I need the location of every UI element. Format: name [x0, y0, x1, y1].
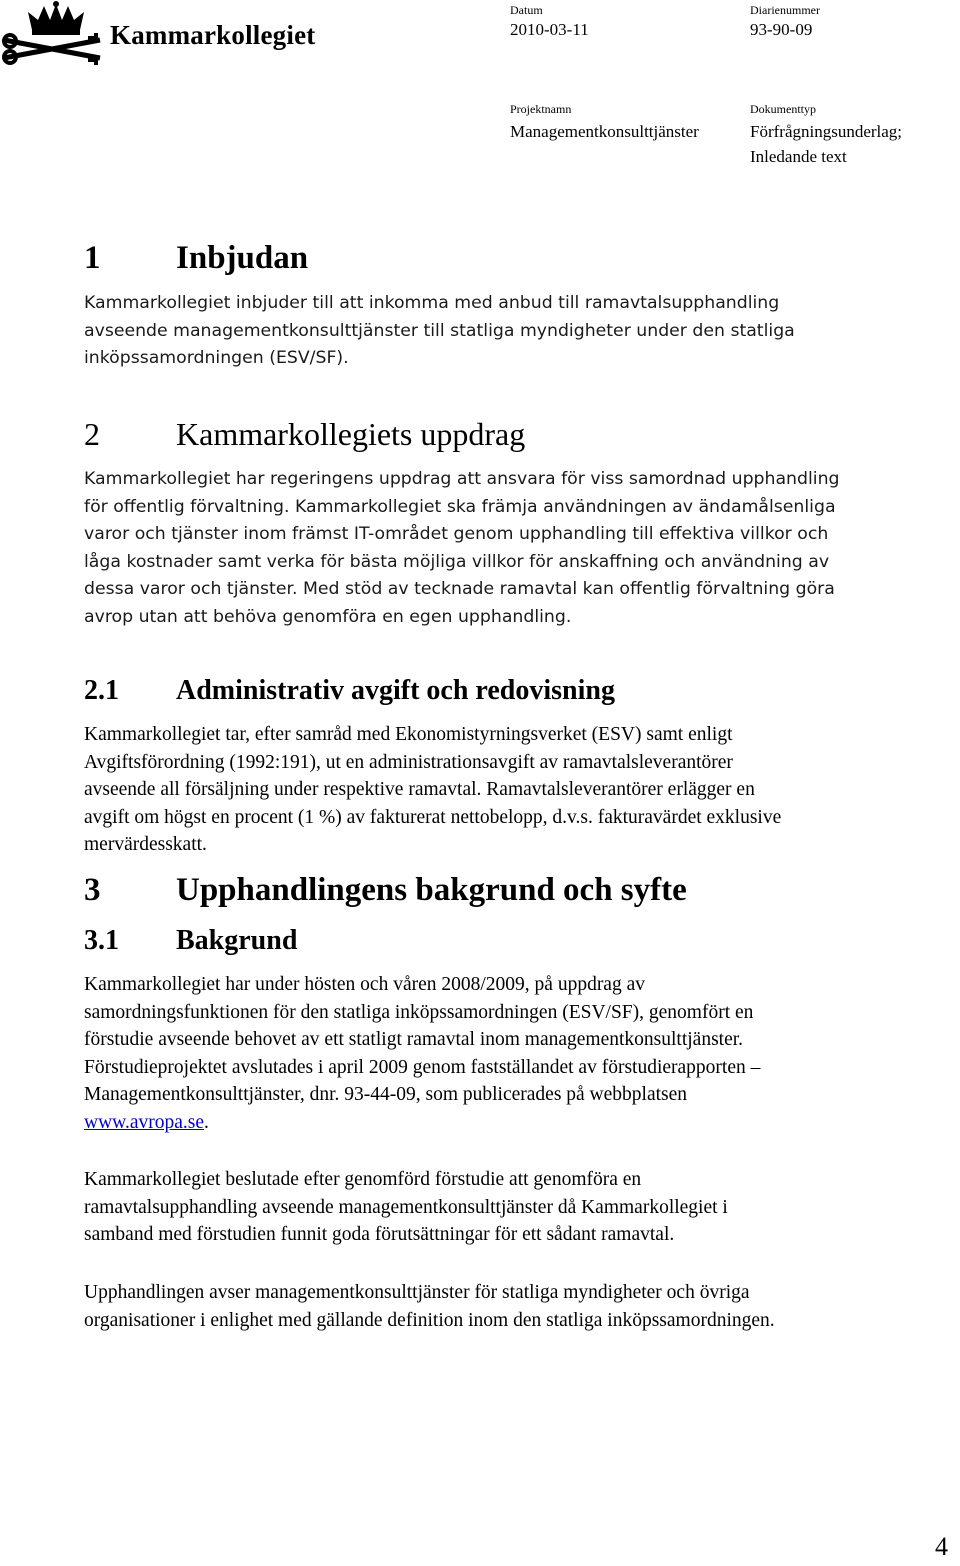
- diarienummer-value: 93-90-09: [750, 20, 813, 39]
- section-title: Upphandlingens bakgrund och syfte: [176, 872, 687, 908]
- section-3-heading: [84, 872, 687, 909]
- section-number: 3.1: [84, 925, 119, 956]
- section-3-1-paragraph-2: Kammarkollegiet beslutade efter genomförd förstudie att genomföra en ramavtalsupphandling avseende managementkonsulttjänster då Kammarkollegiet i samband med förstudien funnit goda förutsättningar för ett sådant ramavtal.: [84, 1169, 728, 1246]
- section-2-body: Kammarkollegiet har regeringens uppdrag att ansvara för viss samordnad upphandling för offentlig förvaltning. Kammarkollegiet ska främja användningen av ändamålsenliga varor och tjänster inom främst IT-området genom upphandling till effektiva villkor och låga kostnader samt verka för bästa möjliga villkor för anskaffning och användning av dessa varor och tjänster. Med stöd av tecknade ramavtal kan offentlig förvaltning göra avrop utan att behöva genomföra en egen upphandling.: [84, 469, 840, 627]
- dokumenttyp-value-line2: Inledande text: [750, 147, 847, 166]
- logo-wordmark: Kammarkollegiet: [110, 20, 316, 50]
- section-number: 2: [84, 416, 100, 452]
- datum-label: Datum: [510, 3, 543, 17]
- section-number: 2.1: [84, 675, 119, 706]
- projektnamn-label: Projektnamn: [510, 102, 572, 116]
- paragraph-text: Kammarkollegiet har under hösten och våren 2008/2009, på uppdrag av samordningsfunktionen för den statliga inköpssamordningen (ESV/SF), genomfört en förstudie avseende behovet av ett statligt ramavtal inom managementkonsulttjänster. Förstudieprojektet avslutades i april 2009 genom fastställandet av förstudierapporten – Managementkonsulttjänster, dnr. 93-44-09, som publicerades på webbplatsen: [84, 974, 761, 1106]
- kammarkollegiet-logo: [0, 0, 330, 72]
- section-title: Administrativ avgift och redovisning: [176, 675, 615, 706]
- section-title: Kammarkollegiets uppdrag: [176, 416, 526, 452]
- section-title: Bakgrund: [176, 925, 298, 956]
- crown-keys-emblem-icon: [0, 0, 105, 72]
- section-3-1-paragraph-1: [84, 971, 960, 1137]
- datum-value: 2010-03-11: [510, 20, 589, 39]
- section-3-1-heading: [84, 925, 297, 957]
- dokumenttyp-label: Dokumenttyp: [750, 102, 816, 116]
- projektnamn-value: Managementkonsulttjänster: [510, 122, 699, 141]
- section-number: 1: [84, 240, 101, 276]
- paragraph-end: .: [204, 1111, 209, 1133]
- section-3-1-paragraph-3: Upphandlingen avser managementkonsulttjänster för statliga myndigheter och övriga organisationer i enlighet med gällande definition inom den statliga inköpssamordningen.: [84, 1282, 775, 1331]
- section-title: Inbjudan: [176, 240, 309, 276]
- page-number: 4: [935, 1532, 948, 1561]
- avropa-link[interactable]: www.avropa.se: [84, 1111, 205, 1133]
- section-number: 3: [84, 872, 101, 908]
- diarienummer-label: Diarienummer: [750, 3, 820, 17]
- section-2-1-heading: [84, 675, 615, 707]
- section-2-heading: [84, 416, 525, 453]
- section-1-heading: [84, 240, 308, 277]
- section-1-body: Kammarkollegiet inbjuder till att inkomma med anbud till ramavtalsupphandling avseende managementkonsulttjänster till statliga myndigheter under den statliga inköpssamordningen (ESV/SF).: [84, 293, 795, 369]
- dokumenttyp-value-line1: Förfrågningsunderlag;: [750, 122, 903, 141]
- section-2-1-body: Kammarkollegiet tar, efter samråd med Ekonomistyrningsverket (ESV) samt enligt Avgiftsförordning (1992:191), ut en administrationsavgift av ramavtalsleverantörer avseende all försäljning under respektive ramavtal. Ramavtalsleverantörer erlägger en avgift om högst en procent (1 %) av fakturerat nettobelopp, d.v.s. fakturavärdet exklusive mervärdesskatt.: [84, 724, 782, 856]
